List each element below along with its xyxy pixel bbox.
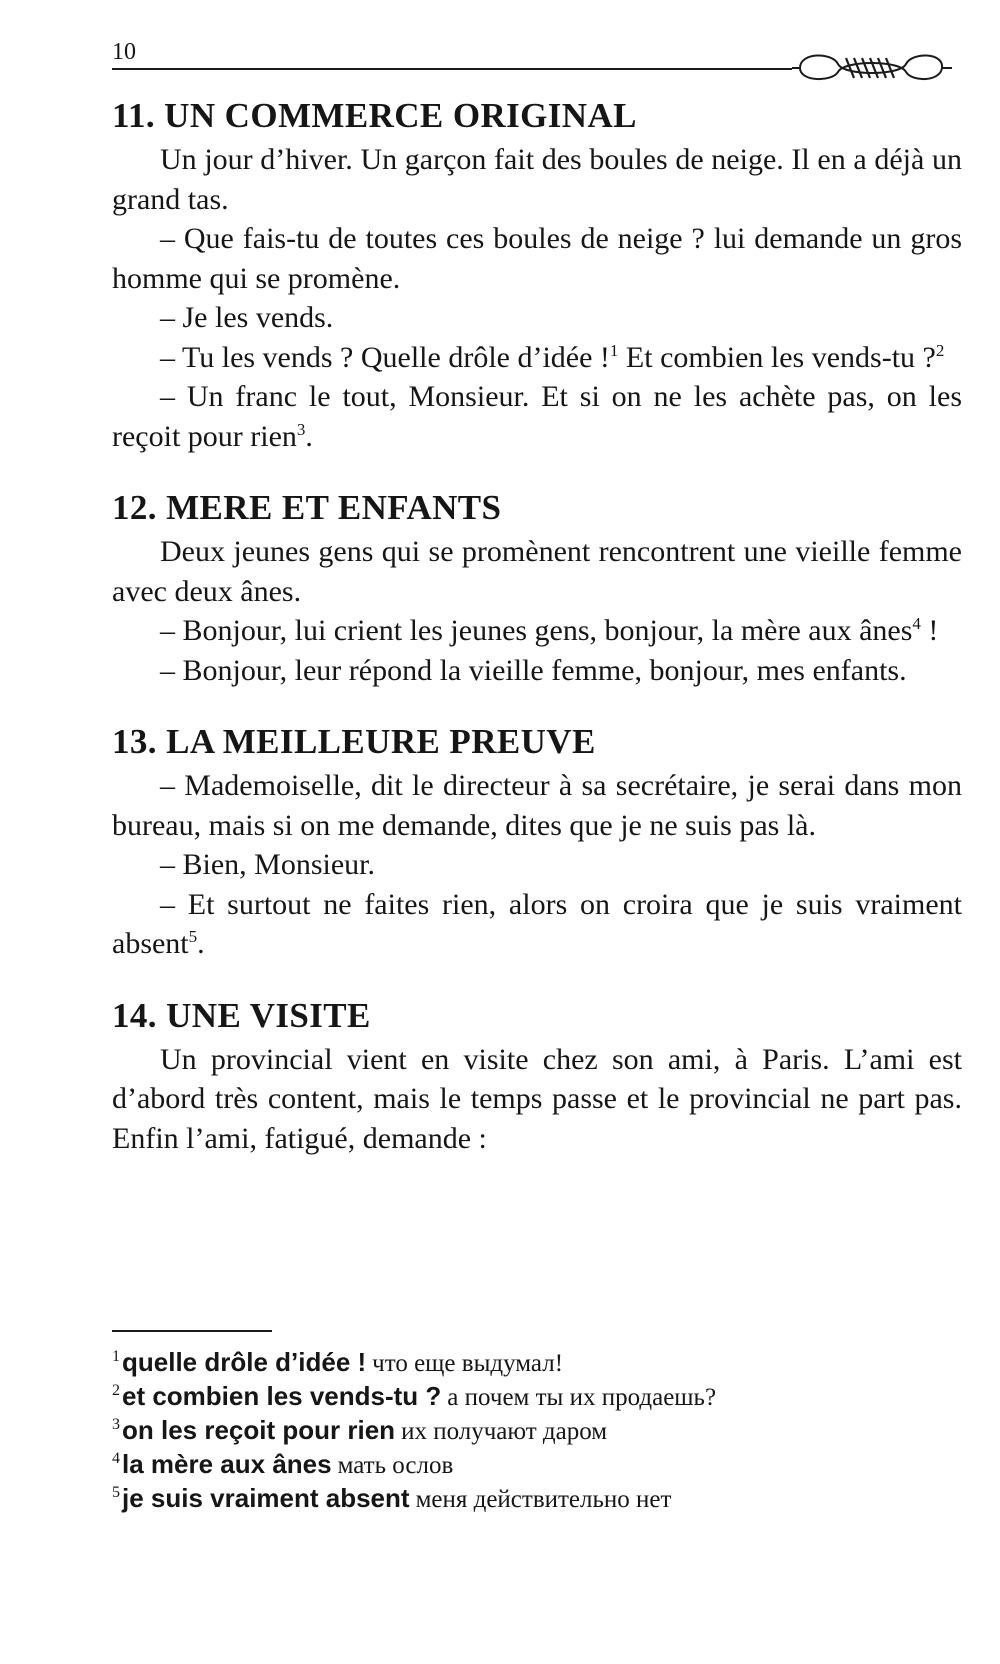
- section-11: [112, 94, 962, 456]
- paragraph: – Tu les vends ? Quelle drôle d’idée !$^1$ Et combien les vends-tu ?$^2$: [160, 340, 945, 374]
- page-number: 10: [112, 39, 136, 65]
- footnote: $^1$quelle drôle d’idée ! что еще выдумал!: [112, 1347, 564, 1377]
- footnote-ref: 2: [935, 340, 945, 360]
- footnote-ref: 1: [609, 340, 619, 360]
- paragraph: – Bonjour, leur répond la vieille femme, bonjour, mes enfants.: [160, 653, 907, 687]
- footnote-ref: 3: [296, 419, 306, 439]
- section-14: [112, 994, 962, 1159]
- section-13: [112, 720, 962, 964]
- paragraph: – Mademoiselle, dit le directeur à sa secrétaire, je serai dans mon bureau, mais si on me demande, dites que je ne suis pas là.: [112, 769, 962, 842]
- paragraph: Un jour d’hiver. Un garçon fait des boules de neige. Il en a déjà un grand tas.: [112, 143, 962, 216]
- paragraph: – Bonjour, lui crient les jeunes gens, bonjour, la mère aux ânes$^4$ !: [160, 614, 939, 647]
- paragraph: – Un franc le tout, Monsieur. Et si on ne les achète pas, on les reçoit pour rien$^3$.: [112, 380, 962, 453]
- footnote-rule: [112, 1330, 272, 1332]
- section-12: [112, 486, 962, 690]
- section-title: 11. UN COMMERCE ORIGINAL: [112, 96, 637, 135]
- section-title: 14. UNE VISITE: [112, 995, 371, 1035]
- paragraph: – Bien, Monsieur.: [160, 848, 375, 881]
- main-text: [112, 94, 962, 1158]
- footnote: $^3$on les reçoit pour rien их получают даром: [112, 1415, 608, 1445]
- section-title: 13. LA MEILLEURE PREUVE: [112, 722, 596, 761]
- paragraph: Deux jeunes gens qui se promènent rencontrent une vieille femme avec deux ânes.: [112, 535, 962, 608]
- section-title: 12. MERE ET ENFANTS: [112, 488, 502, 527]
- ornament-icon: [792, 46, 952, 88]
- footnote-ref: 5: [188, 927, 198, 946]
- footnote-ref: 4: [912, 614, 921, 633]
- paragraph: – Et surtout ne faites rien, alors on croira que je suis vraiment absent$^5$.: [112, 887, 962, 960]
- page-header: [112, 30, 952, 94]
- footnote: $^4$la mère aux ânes мать ослов: [112, 1449, 454, 1479]
- paragraph: – Que fais-tu de toutes ces boules de neige ? lui demande un gros homme qui se promène.: [112, 222, 962, 295]
- paragraph: Un provincial vient en visite chez son ami, à Paris. L’ami est d’abord très content, mais le temps passe et le provincial ne part pas. Enfin l’ami, fatigué, demande :: [112, 1042, 962, 1155]
- footnote: $^2$et combien les vends-tu ? а почем ты их продаешь?: [112, 1381, 717, 1411]
- footnotes: [112, 1330, 962, 1516]
- paragraph: – Je les vends.: [160, 301, 334, 334]
- footnote: $^5$je suis vraiment absent меня действительно нет: [112, 1483, 672, 1513]
